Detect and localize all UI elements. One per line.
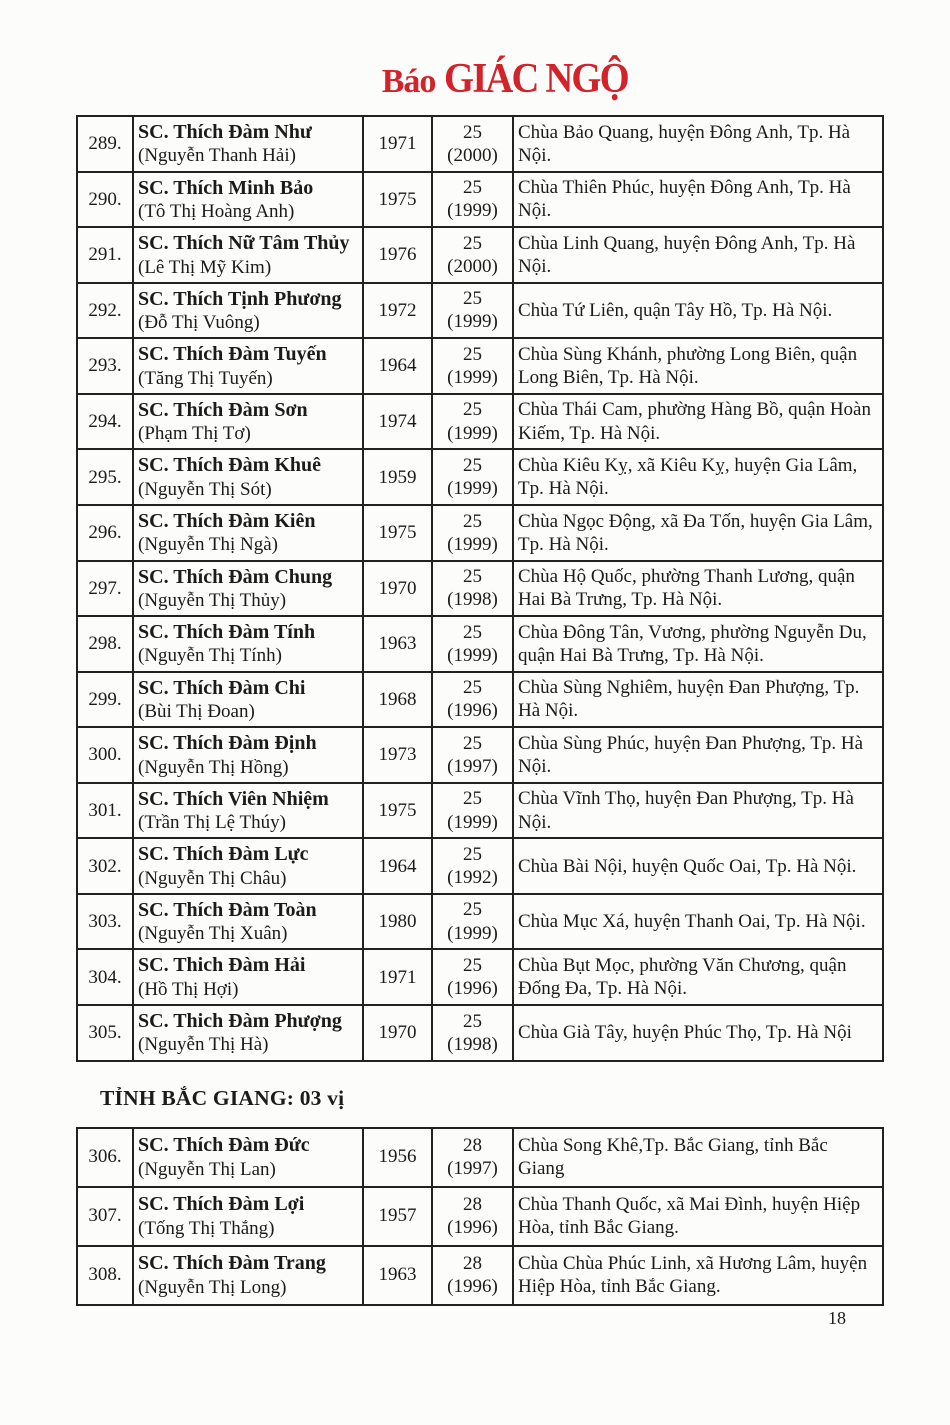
name-cell: [133, 1246, 363, 1305]
name-cell: [133, 783, 363, 839]
seniority-start-year: (1996): [447, 1276, 498, 1298]
page-number: 18: [828, 1308, 846, 1328]
section-heading: TỈNH BẮC GIANG: 03 vị: [100, 1085, 345, 1110]
ordination-cell: [432, 616, 513, 672]
name-cell: [133, 1005, 363, 1061]
table-row: [77, 338, 883, 394]
seniority-start-year: (1999): [447, 367, 498, 389]
table-row: [77, 1187, 883, 1246]
ordination-cell: [432, 1187, 513, 1246]
ordination-cell: [432, 949, 513, 1005]
page-header: [0, 0, 950, 103]
row-number: 302.: [77, 838, 133, 894]
temple-address: Chùa Thanh Quốc, xã Mai Đình, huyện Hiệp Hòa, tỉnh Bắc Giang.: [513, 1187, 883, 1246]
seniority-years: 25: [463, 843, 482, 865]
monastic-name: SC. Thích Viên Nhiệm: [138, 787, 329, 810]
table-row: [77, 783, 883, 839]
ordination-cell: [432, 1128, 513, 1187]
birth-year: 1957: [363, 1187, 432, 1246]
seniority-years: 25: [463, 121, 482, 143]
ordination-cell: [432, 1005, 513, 1061]
lay-name: (Nguyễn Thị Hồng): [138, 756, 289, 778]
seniority-years: 25: [463, 510, 482, 532]
table-row: [77, 283, 883, 339]
row-number: 290.: [77, 172, 133, 228]
monastic-name: SC. Thích Nữ Tâm Thủy: [138, 232, 350, 255]
birth-year: 1972: [363, 283, 432, 339]
name-cell: [133, 727, 363, 783]
monastic-name: SC. Thích Minh Bảo: [138, 176, 314, 199]
row-number: 307.: [77, 1187, 133, 1246]
monastic-name: SC. Thích Đàm Khuê: [138, 454, 322, 477]
name-cell: [133, 1187, 363, 1246]
ordination-cell: [432, 783, 513, 839]
seniority-start-year: (1999): [447, 644, 498, 666]
seniority-start-year: (1999): [447, 422, 498, 444]
seniority-start-year: (1996): [447, 1217, 498, 1239]
monastic-name: SC. Thích Đàm Tính: [138, 621, 316, 644]
seniority-start-year: (1999): [447, 200, 498, 222]
lay-name: (Hồ Thị Hợi): [138, 978, 239, 1000]
lay-name: (Nguyễn Thị Hà): [138, 1034, 269, 1056]
name-cell: [133, 505, 363, 561]
monastic-name: SC. Thích Đàm Lực: [138, 843, 309, 866]
seniority-years: 25: [463, 454, 482, 476]
seniority-start-year: (1998): [447, 1033, 498, 1055]
table-row: [77, 616, 883, 672]
birth-year: 1974: [363, 394, 432, 450]
birth-year: 1975: [363, 505, 432, 561]
ordination-cell: [432, 727, 513, 783]
table-row: [77, 449, 883, 505]
name-cell: [133, 338, 363, 394]
name-cell: [133, 672, 363, 728]
clergy-table-bac-giang: [76, 1127, 884, 1306]
name-cell: [133, 616, 363, 672]
lay-name: (Nguyễn Thị Sót): [138, 478, 272, 500]
ordination-cell: [432, 338, 513, 394]
lay-name: (Nguyễn Thị Thủy): [138, 589, 287, 611]
table-row: [77, 505, 883, 561]
temple-address: Chùa Thái Cam, phường Hàng Bồ, quận Hoàn Kiếm, Tp. Hà Nội.: [513, 394, 883, 450]
name-cell: [133, 172, 363, 228]
seniority-start-year: (1999): [447, 311, 498, 333]
seniority-start-year: (1998): [447, 589, 498, 611]
ordination-cell: [432, 394, 513, 450]
row-number: 291.: [77, 227, 133, 283]
seniority-years: 25: [463, 399, 482, 421]
table-row: [77, 838, 883, 894]
ordination-cell: [432, 283, 513, 339]
lay-name: (Nguyễn Thị Long): [138, 1276, 287, 1298]
row-number: 296.: [77, 505, 133, 561]
seniority-years: 25: [463, 232, 482, 254]
birth-year: 1964: [363, 838, 432, 894]
birth-year: 1975: [363, 172, 432, 228]
monastic-name: SC. Thích Đàm Lợi: [138, 1193, 305, 1216]
monastic-name: SC. Thích Đàm Kiên: [138, 509, 316, 532]
table-row: [77, 949, 883, 1005]
lay-name: (Đỗ Thị Vuông): [138, 312, 260, 334]
table-row: [77, 1005, 883, 1061]
row-number: 297.: [77, 561, 133, 617]
logo-prefix-text: Báo: [381, 63, 436, 100]
row-number: 301.: [77, 783, 133, 839]
temple-address: Chùa Sùng Khánh, phường Long Biên, quận Long Biên, Tp. Hà Nội.: [513, 338, 883, 394]
seniority-start-year: (1996): [447, 700, 498, 722]
ordination-cell: [432, 449, 513, 505]
row-number: 295.: [77, 449, 133, 505]
birth-year: 1964: [363, 338, 432, 394]
temple-address: Chùa Bảo Quang, huyện Đông Anh, Tp. Hà Nội.: [513, 116, 883, 172]
birth-year: 1963: [363, 1246, 432, 1305]
logo-title-text: GIÁC NGỘ: [444, 56, 629, 102]
table-row: [77, 1246, 883, 1305]
monastic-name: SC. Thích Đàm Như: [138, 121, 312, 143]
birth-year: 1973: [363, 727, 432, 783]
seniority-years: 28: [463, 1134, 482, 1156]
seniority-years: 25: [463, 788, 482, 810]
seniority-start-year: (1999): [447, 811, 498, 833]
birth-year: 1971: [363, 116, 432, 172]
ordination-cell: [432, 1246, 513, 1305]
lay-name: (Phạm Thị Tơ): [138, 423, 251, 445]
seniority-years: 28: [463, 1193, 482, 1215]
seniority-years: 25: [463, 955, 482, 977]
seniority-years: 25: [463, 1010, 482, 1032]
row-number: 300.: [77, 727, 133, 783]
birth-year: 1963: [363, 616, 432, 672]
temple-address: Chùa Linh Quang, huyện Đông Anh, Tp. Hà Nội.: [513, 227, 883, 283]
lay-name: (Nguyễn Thanh Hải): [138, 145, 296, 167]
name-cell: [133, 227, 363, 283]
name-cell: [133, 894, 363, 950]
name-cell: [133, 561, 363, 617]
ordination-cell: [432, 672, 513, 728]
temple-address: Chùa Đông Tân, Vương, phường Nguyễn Du, quận Hai Bà Trưng, Tp. Hà Nội.: [513, 616, 883, 672]
table-row: [77, 894, 883, 950]
table-row: [77, 116, 883, 172]
name-cell: [133, 116, 363, 172]
birth-year: 1959: [363, 449, 432, 505]
ordination-cell: [432, 894, 513, 950]
monastic-name: SC. Thích Đàm Định: [138, 732, 317, 755]
ordination-cell: [432, 227, 513, 283]
lay-name: (Nguyễn Thị Ngà): [138, 534, 279, 556]
name-cell: [133, 394, 363, 450]
lay-name: (Nguyễn Thị Châu): [138, 867, 287, 889]
lay-name: (Nguyễn Thị Tính): [138, 645, 282, 667]
ordination-cell: [432, 116, 513, 172]
monastic-name: SC. Thích Đàm Trang: [138, 1252, 326, 1275]
temple-address: Chùa Bài Nội, huyện Quốc Oai, Tp. Hà Nội.: [513, 838, 883, 894]
clergy-table-hanoi: [76, 115, 884, 1062]
name-cell: [133, 283, 363, 339]
seniority-start-year: (2000): [447, 144, 498, 166]
row-number: 306.: [77, 1128, 133, 1187]
name-cell: [133, 449, 363, 505]
temple-address: Chùa Song Khê,Tp. Bắc Giang, tỉnh Bắc Giang: [513, 1128, 883, 1187]
lay-name: (Nguyễn Thị Xuân): [138, 923, 288, 945]
table-row: [77, 672, 883, 728]
seniority-start-year: (1992): [447, 867, 498, 889]
birth-year: 1970: [363, 561, 432, 617]
name-cell: [133, 949, 363, 1005]
temple-address: Chùa Ngọc Động, xã Đa Tốn, huyện Gia Lâm, Tp. Hà Nội.: [513, 505, 883, 561]
seniority-years: 25: [463, 732, 482, 754]
row-number: 292.: [77, 283, 133, 339]
seniority-start-year: (1996): [447, 978, 498, 1000]
name-cell: [133, 1128, 363, 1187]
seniority-start-year: (1999): [447, 922, 498, 944]
seniority-years: 25: [463, 621, 482, 643]
row-number: 304.: [77, 949, 133, 1005]
monastic-name: SC. Thích Đàm Toàn: [138, 898, 317, 921]
ordination-cell: [432, 172, 513, 228]
lay-name: (Lê Thị Mỹ Kim): [138, 256, 272, 278]
monastic-name: SC. Thích Đàm Tuyến: [138, 343, 327, 366]
row-number: 298.: [77, 616, 133, 672]
temple-address: Chùa Vĩnh Thọ, huyện Đan Phượng, Tp. Hà Nội.: [513, 783, 883, 839]
seniority-years: 25: [463, 177, 482, 199]
temple-address: Chùa Thiên Phúc, huyện Đông Anh, Tp. Hà Nội.: [513, 172, 883, 228]
monastic-name: SC. Thich Đàm Phượng: [138, 1010, 342, 1032]
lay-name: (Nguyễn Thị Lan): [138, 1158, 276, 1180]
seniority-years: 25: [463, 343, 482, 365]
table-row: [77, 561, 883, 617]
row-number: 305.: [77, 1005, 133, 1061]
seniority-start-year: (1999): [447, 478, 498, 500]
seniority-years: 28: [463, 1252, 482, 1274]
birth-year: 1976: [363, 227, 432, 283]
birth-year: 1975: [363, 783, 432, 839]
monastic-name: SC. Thích Đàm Chi: [138, 676, 306, 699]
temple-address: Chùa Kiêu Kỵ, xã Kiêu Kỵ, huyện Gia Lâm, Tp. Hà Nội.: [513, 449, 883, 505]
seniority-start-year: (1999): [447, 533, 498, 555]
monastic-name: SC. Thích Đàm Chung: [138, 565, 333, 588]
temple-address: Chùa Hộ Quốc, phường Thanh Lương, quận Hai Bà Trưng, Tp. Hà Nội.: [513, 561, 883, 617]
seniority-start-year: (1997): [447, 755, 498, 777]
table-row: [77, 1128, 883, 1187]
row-number: 303.: [77, 894, 133, 950]
table-row: [77, 172, 883, 228]
temple-address: Chùa Tứ Liên, quận Tây Hồ, Tp. Hà Nội.: [513, 283, 883, 339]
row-number: 289.: [77, 116, 133, 172]
monastic-name: SC. Thich Đàm Hải: [138, 954, 306, 977]
row-number: 308.: [77, 1246, 133, 1305]
seniority-years: 25: [463, 566, 482, 588]
birth-year: 1970: [363, 1005, 432, 1061]
ordination-cell: [432, 505, 513, 561]
row-number: 293.: [77, 338, 133, 394]
lay-name: (Tăng Thị Tuyến): [138, 367, 273, 389]
temple-address: Chùa Già Tây, huyện Phúc Thọ, Tp. Hà Nội: [513, 1005, 883, 1061]
table-row: [77, 727, 883, 783]
row-number: 294.: [77, 394, 133, 450]
birth-year: 1971: [363, 949, 432, 1005]
seniority-years: 25: [463, 899, 482, 921]
seniority-start-year: (2000): [447, 255, 498, 277]
name-cell: [133, 838, 363, 894]
ordination-cell: [432, 838, 513, 894]
temple-address: Chùa Sùng Nghiêm, huyện Đan Phượng, Tp. Hà Nội.: [513, 672, 883, 728]
table-row: [77, 227, 883, 283]
monastic-name: SC. Thích Tịnh Phương: [138, 287, 342, 310]
seniority-years: 25: [463, 288, 482, 310]
lay-name: (Bùi Thị Đoan): [138, 701, 255, 723]
monastic-name: SC. Thích Đàm Đức: [138, 1134, 310, 1157]
row-number: 299.: [77, 672, 133, 728]
temple-address: Chùa Sùng Phúc, huyện Đan Phượng, Tp. Hà Nội.: [513, 727, 883, 783]
lay-name: (Trần Thị Lệ Thúy): [138, 812, 286, 834]
birth-year: 1980: [363, 894, 432, 950]
temple-address: Chùa Chùa Phúc Linh, xã Hương Lâm, huyện Hiệp Hòa, tỉnh Bắc Giang.: [513, 1246, 883, 1305]
seniority-years: 25: [463, 677, 482, 699]
ordination-cell: [432, 561, 513, 617]
lay-name: (Tống Thị Thắng): [138, 1217, 275, 1239]
birth-year: 1956: [363, 1128, 432, 1187]
temple-address: Chùa Mục Xá, huyện Thanh Oai, Tp. Hà Nội.: [513, 894, 883, 950]
seniority-start-year: (1997): [447, 1158, 498, 1180]
newspaper-logo: [382, 55, 645, 103]
temple-address: Chùa Bụt Mọc, phường Văn Chương, quận Đống Đa, Tp. Hà Nội.: [513, 949, 883, 1005]
lay-name: (Tô Thị Hoàng Anh): [138, 200, 295, 222]
table-row: [77, 394, 883, 450]
monastic-name: SC. Thích Đàm Sơn: [138, 398, 308, 421]
birth-year: 1968: [363, 672, 432, 728]
